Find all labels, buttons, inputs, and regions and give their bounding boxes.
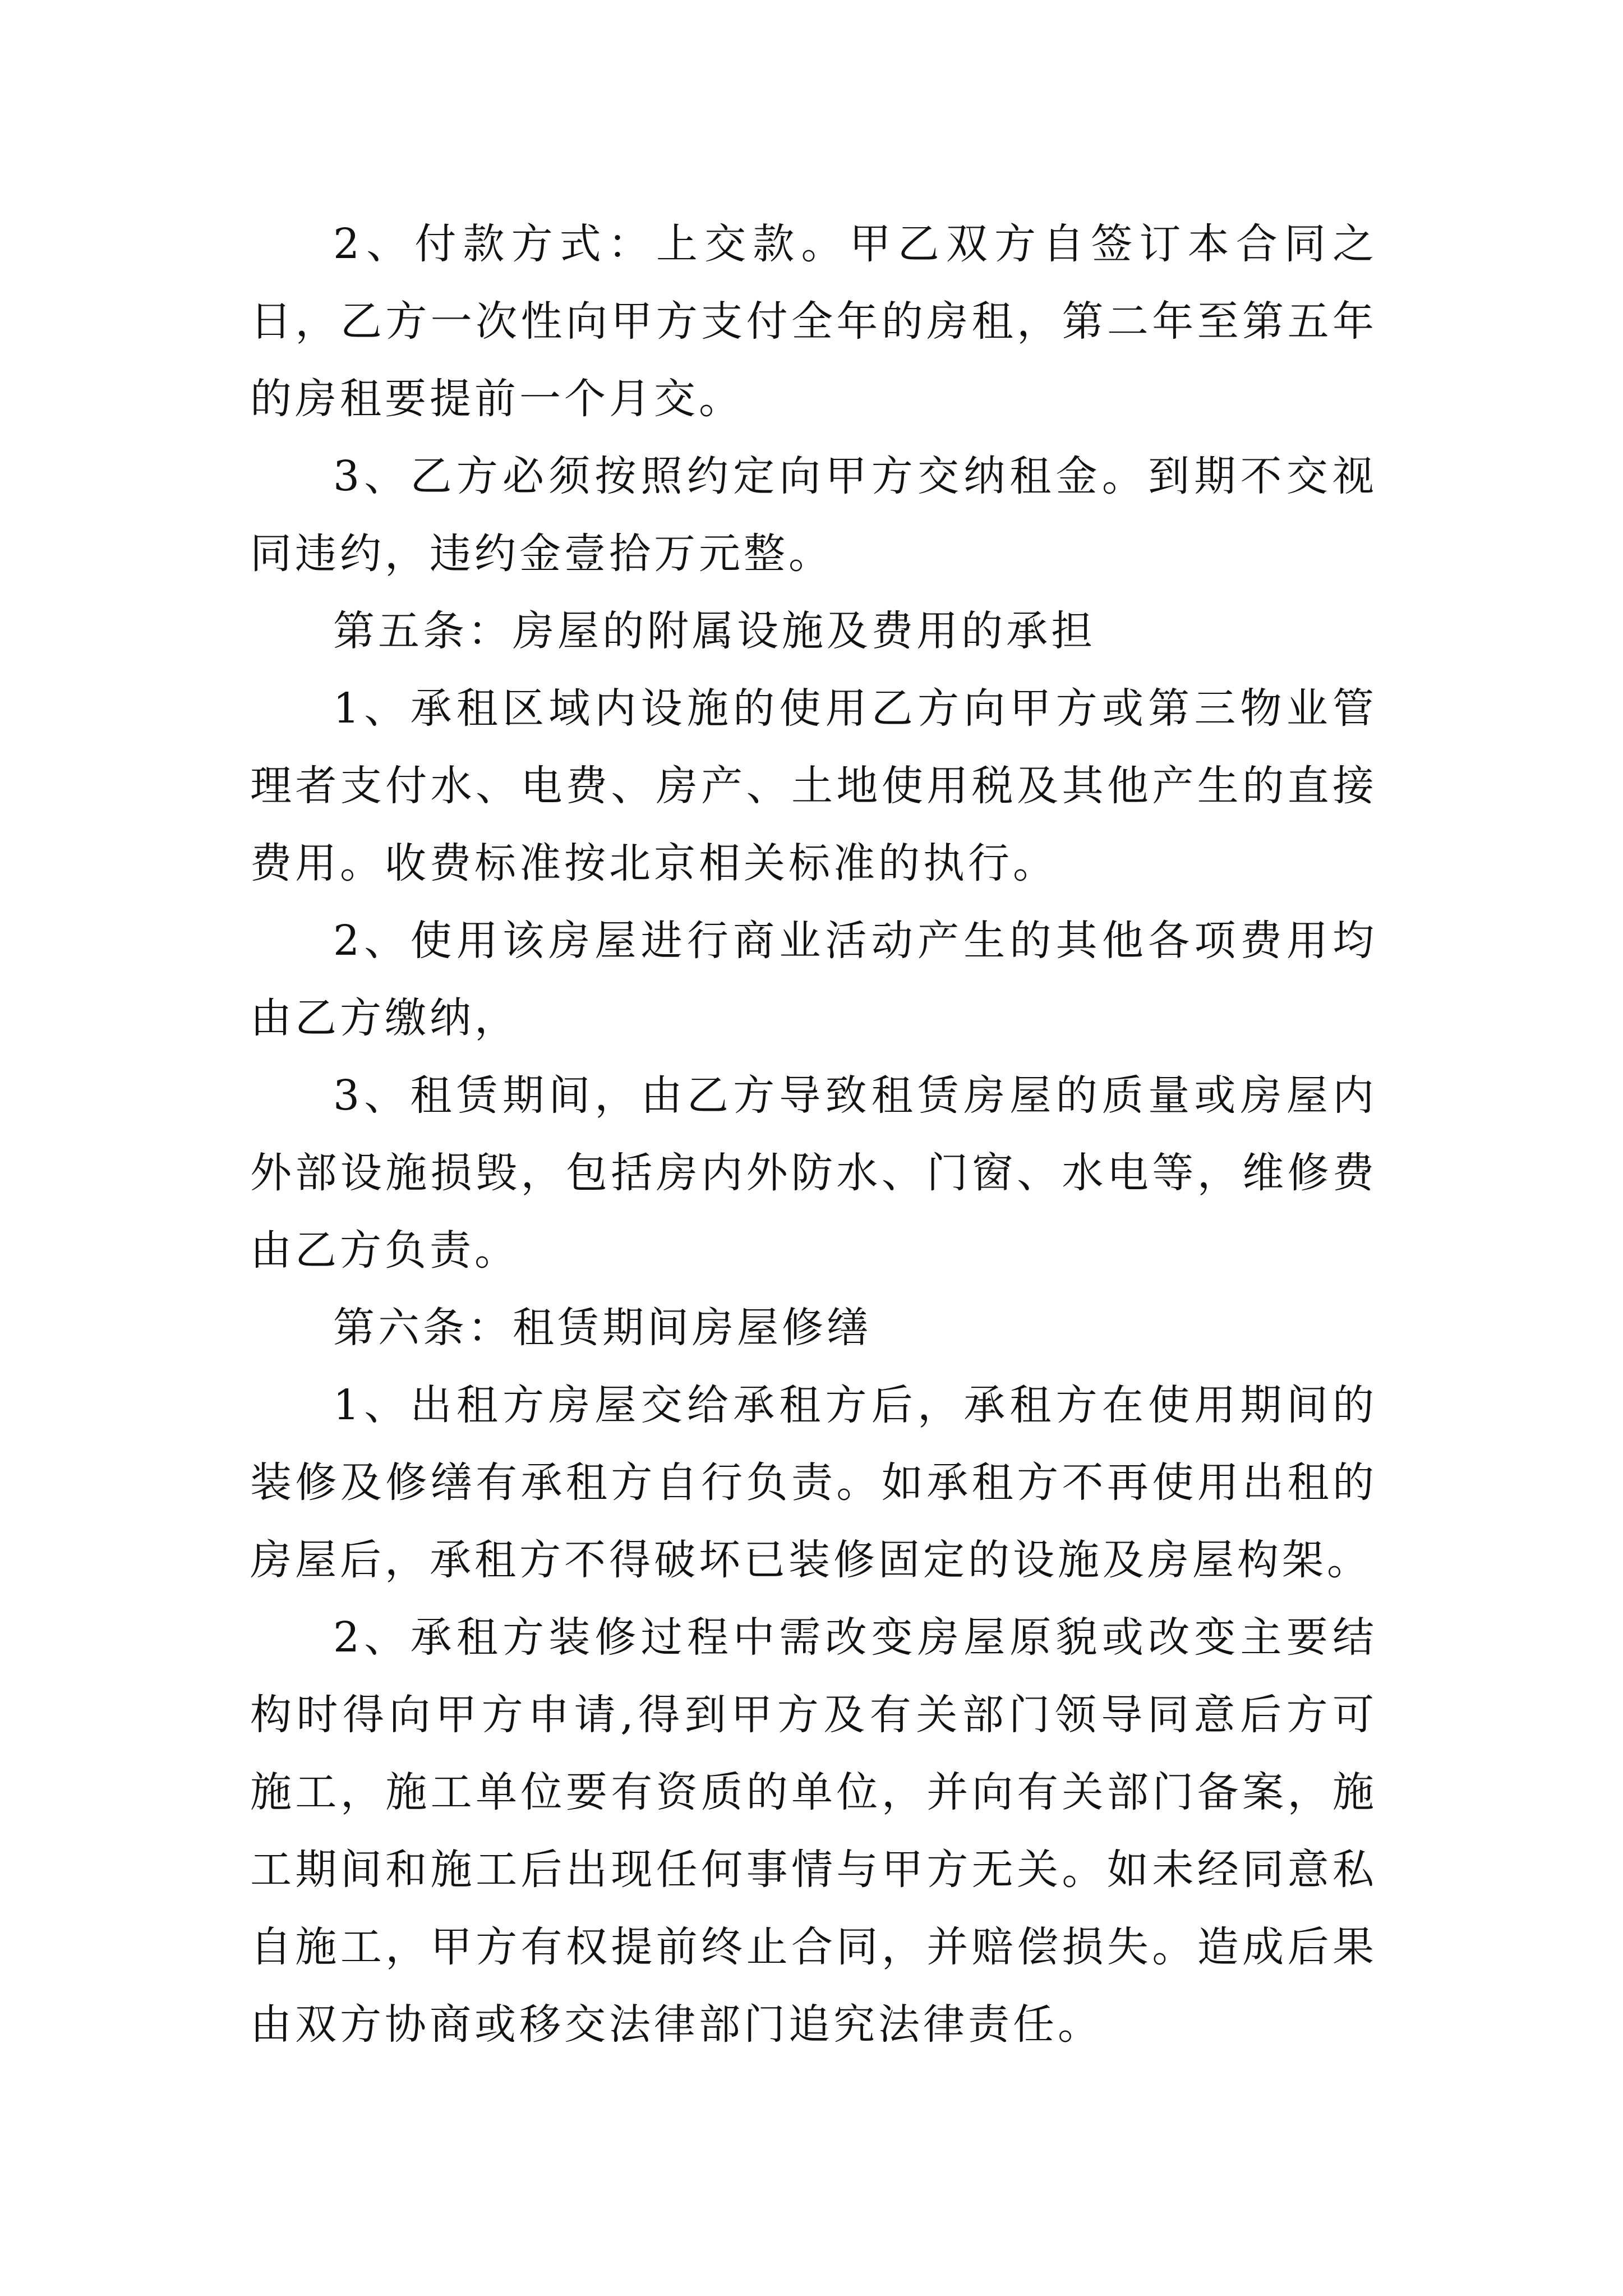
paragraph-facility-fees: 1、承租区域内设施的使用乙方向甲方或第三物业管理者支付水、电费、房产、土地使用税及其他产生的直接费用。收费标准按北京相关标准的执行。 — [250, 684, 1377, 887]
paragraph-rent-default: 3、乙方必须按照约定向甲方交纳租金。到期不交视同违约，违约金壹拾万元整。 — [250, 452, 1377, 578]
heading-article-6: 第六条：租赁期间房屋修缮 — [333, 1304, 872, 1352]
paragraph-payment-method: 2、付款方式：上交款。甲乙双方自签订本合同之日，乙方一次性向甲方支付全年的房租，第二年至第五年的房租要提前一个月交。 — [250, 220, 1377, 423]
heading-article-5: 第五条：房屋的附属设施及费用的承担 — [333, 607, 1096, 655]
paragraph-renovation-responsibility: 1、出租方房屋交给承租方后，承租方在使用期间的装修及修缮有承租方自行负责。如承租方不再使用出租的房屋后，承租方不得破坏已装修固定的设施及房屋构架。 — [250, 1381, 1377, 1584]
paragraph-structural-changes: 2、承租方装修过程中需改变房屋原貌或改变主要结构时得向甲方申请,得到甲方及有关部门领导同意后方可施工，施工单位要有资质的单位，并向有关部门备案，施工期间和施工后出现任何事情与甲方无关。如未经同意私自施工，甲方有权提前终止合同，并赔偿损失。造成后果由双方协商或移交法律部门追究法律责任。 — [250, 1613, 1377, 2049]
paragraph-damage-repair: 3、租赁期间，由乙方导致租赁房屋的质量或房屋内外部设施损毁，包括房内外防水、门窗、水电等，维修费由乙方负责。 — [250, 1071, 1377, 1274]
paragraph-commercial-fees: 2、使用该房屋进行商业活动产生的其他各项费用均由乙方缴纳， — [250, 917, 1377, 1042]
document-body — [250, 205, 1377, 2063]
